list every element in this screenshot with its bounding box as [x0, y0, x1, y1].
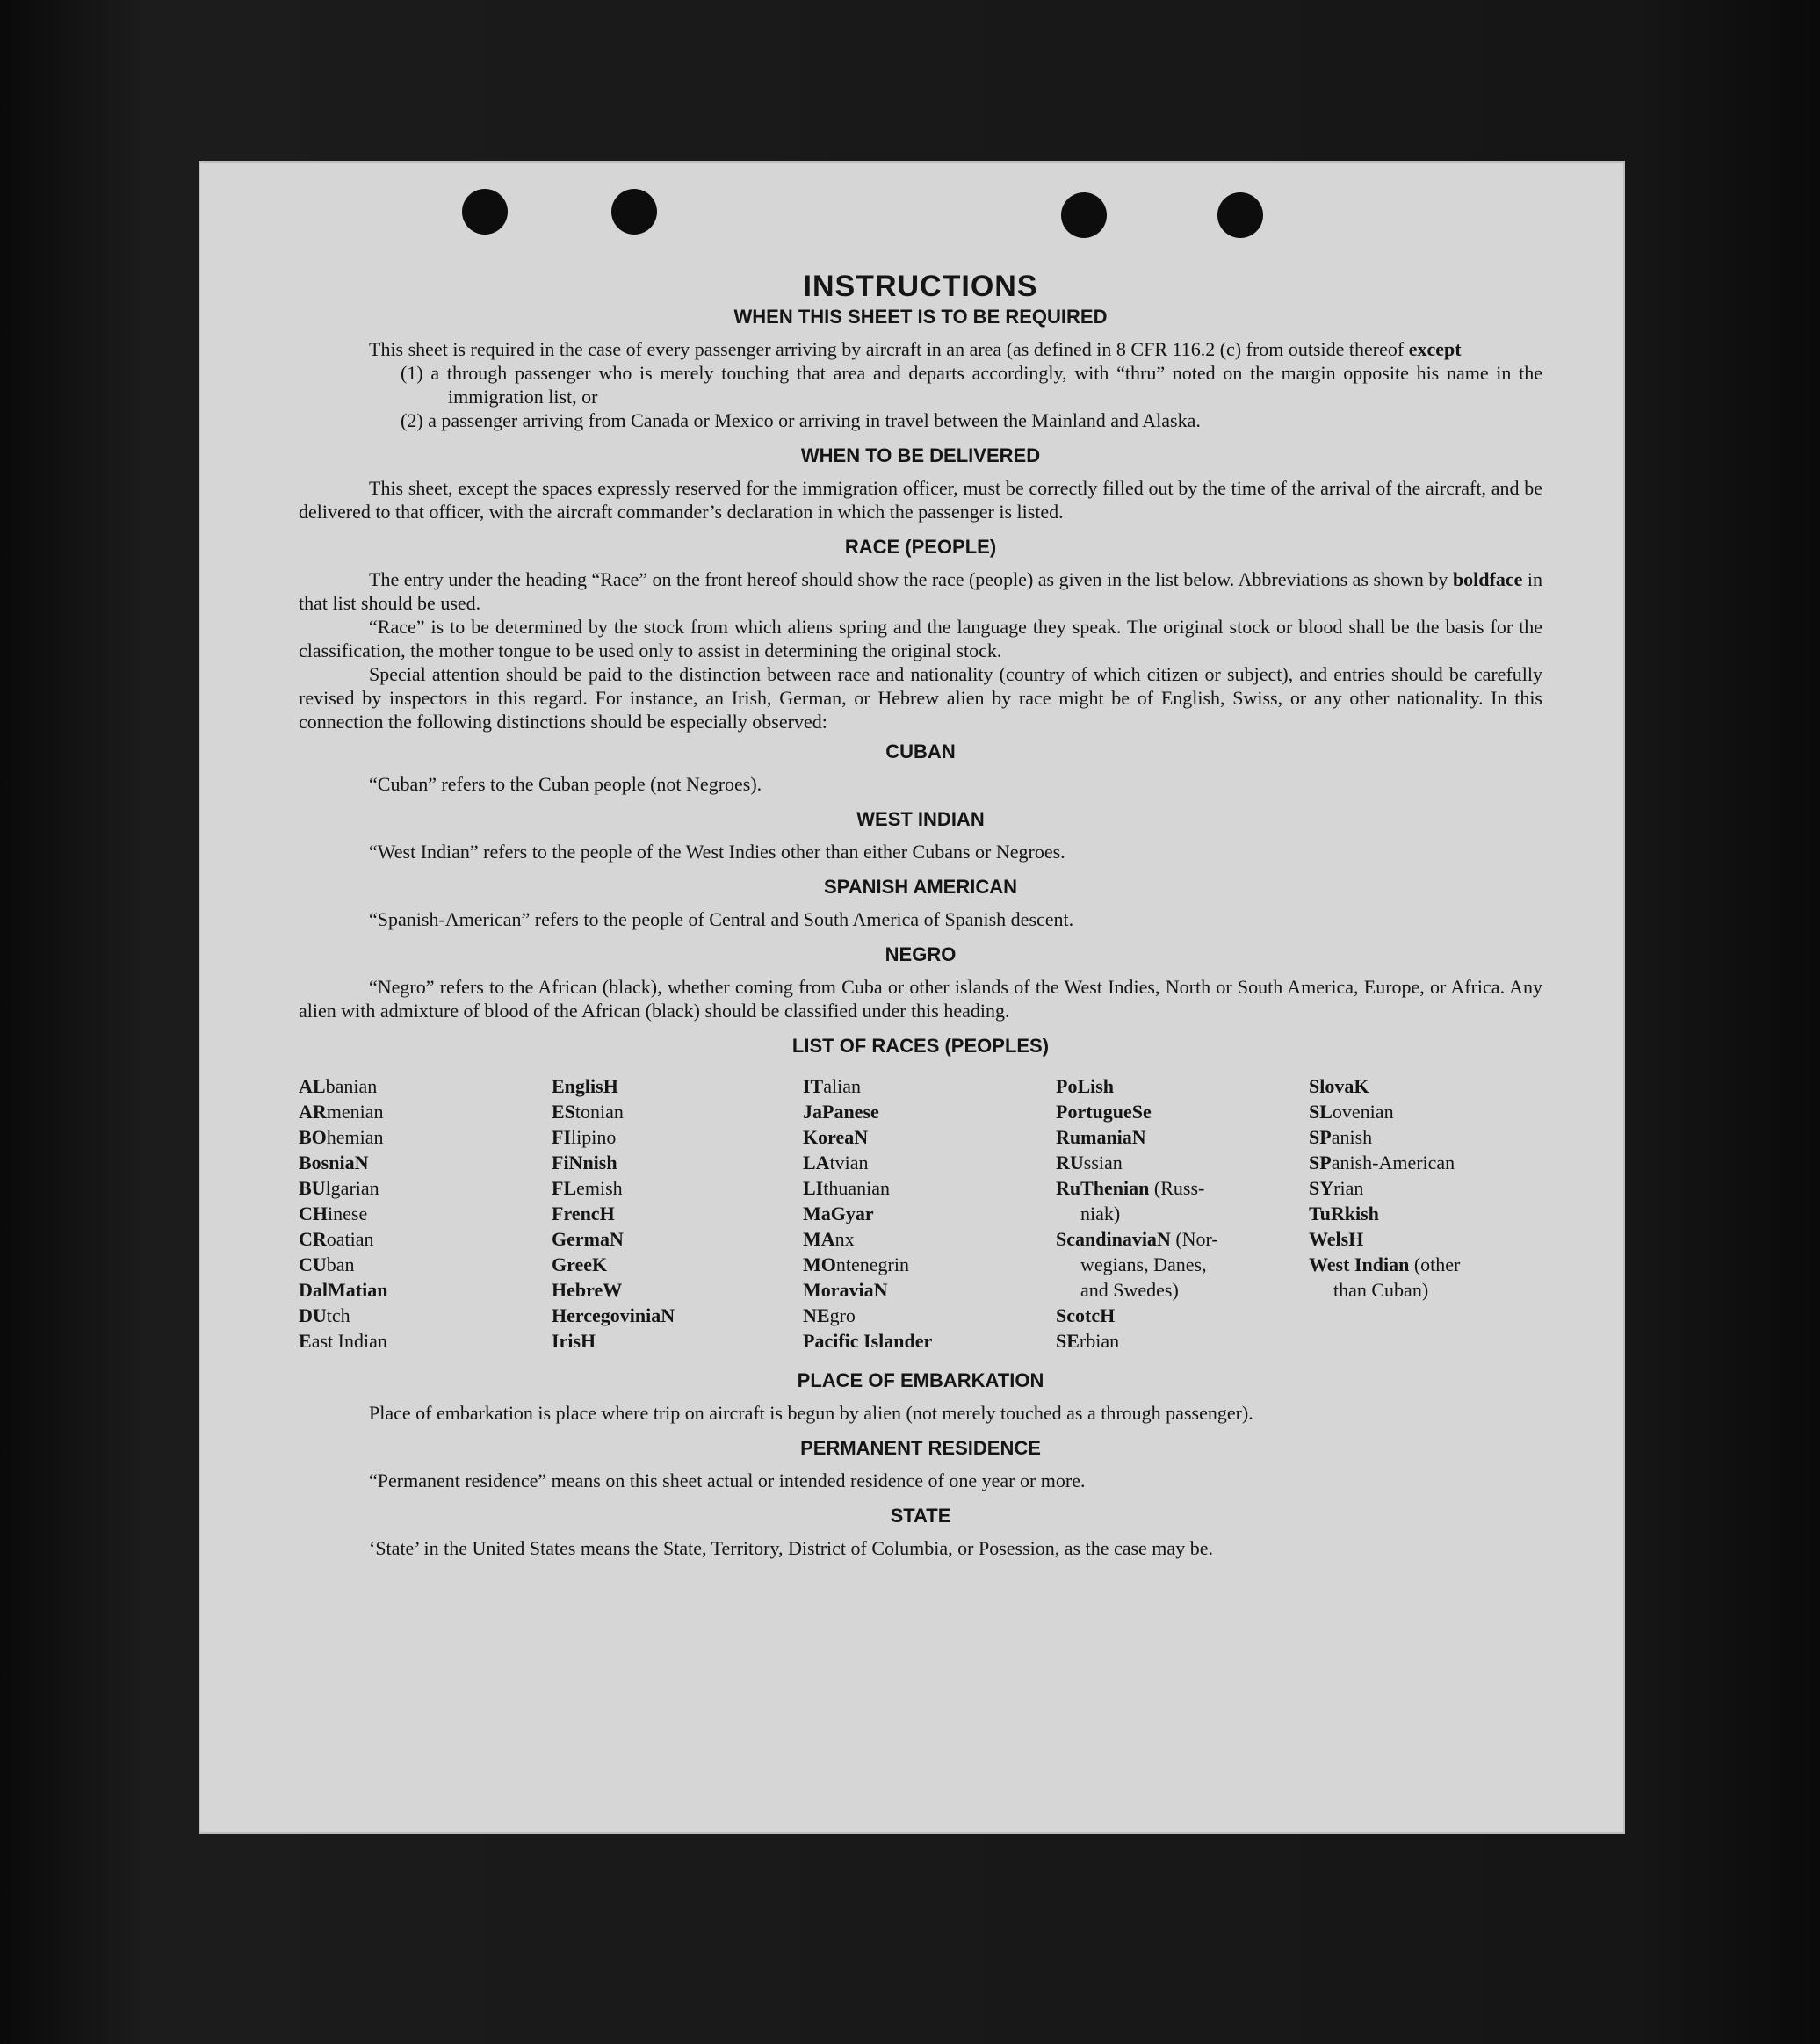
race-remainder: (other: [1409, 1253, 1461, 1275]
race-abbreviation: AR: [299, 1101, 327, 1123]
race-abbreviation: SE: [1056, 1330, 1080, 1352]
race-remainder: N: [854, 1126, 869, 1148]
race-remainder: inese: [328, 1203, 368, 1224]
heading-cuban: CUBAN: [885, 740, 956, 762]
heading-race: RACE (PEOPLE): [844, 536, 997, 558]
cuban-text: “Cuban” refers to the Cuban people (not Negroes).: [369, 773, 762, 795]
race-abbreviation: LI: [803, 1177, 824, 1199]
race-remainder: H: [581, 1330, 596, 1352]
race-remainder: wegians, Danes,: [1080, 1253, 1207, 1275]
race-abbreviation: Rumania: [1056, 1126, 1132, 1148]
race-abbreviation: Wels: [1309, 1228, 1349, 1250]
race-entry: [1056, 1303, 1309, 1328]
race-remainder: thuanian: [823, 1177, 891, 1199]
race-remainder: tch: [326, 1304, 350, 1326]
race-abbreviation: DU: [299, 1304, 327, 1326]
race-list: [299, 1073, 1542, 1354]
race-entry: [552, 1124, 803, 1150]
race-entry: [803, 1252, 1056, 1277]
race-abbreviation: AL: [299, 1075, 326, 1097]
race-entry: [299, 1277, 552, 1303]
race-abbreviation: JaPanese: [803, 1101, 879, 1123]
race-paragraph-1: The entry under the heading “Race” on the front hereof should show the race (people) as given in the list below. Abbreviations as shown by boldface in that list should be used.: [299, 568, 1543, 614]
race-abbreviation: CR: [299, 1228, 327, 1250]
race-abbreviation: FiNnish: [552, 1152, 618, 1174]
race-entry: [1309, 1124, 1542, 1150]
race-remainder: N: [1156, 1228, 1171, 1250]
race-abbreviation: Frenc: [552, 1203, 600, 1224]
embarkation-text: Place of embarkation is place where trip on aircraft is begun by alien (not merely touched as a through passenger).: [369, 1402, 1253, 1424]
race-column: [803, 1073, 1056, 1354]
race-remainder: ssian: [1083, 1152, 1123, 1174]
race-entry: [299, 1175, 552, 1201]
race-remainder: ast Indian: [311, 1330, 387, 1352]
race-entry: [803, 1303, 1056, 1328]
race-entry: [299, 1252, 552, 1277]
race-entry: [1309, 1150, 1542, 1175]
race-remainder: K: [1354, 1075, 1369, 1097]
race-entry: [803, 1099, 1056, 1124]
page-title: INSTRUCTIONS: [803, 270, 1038, 303]
race-paragraph-2: “Race” is to be determined by the stock from which aliens spring and the language they speak. The original stock or blood shall be the basis for the classification, the mother tongue to be used only to assist in determining the original stock.: [299, 616, 1542, 661]
race-remainder: H: [1348, 1228, 1364, 1250]
race-abbreviation: FL: [552, 1177, 577, 1199]
race-remainder: tonian: [574, 1101, 624, 1123]
race-abbreviation: Scandinavia: [1056, 1228, 1157, 1250]
race-entry: [552, 1201, 803, 1226]
race-remainder: and Swedes): [1080, 1279, 1179, 1301]
race-remainder: H: [599, 1203, 615, 1224]
race-entry: [299, 1124, 552, 1150]
heading-list-of-races: LIST OF RACES (PEOPLES): [791, 1035, 1050, 1057]
race-entry: [803, 1175, 1056, 1201]
race-abbreviation: MO: [803, 1253, 836, 1275]
race-entry: [1056, 1124, 1309, 1150]
race-paragraph-3: Special attention should be paid to the distinction between race and nationality (country of which citizen or subject), and entries should be carefully revised by inspectors in this regard. For instance, an Irish, German, or Hebrew alien by race might be of English, Swiss, or any other nationality. In this connection the following distinctions should be especially observed:: [299, 663, 1542, 733]
race-remainder: rbian: [1079, 1330, 1120, 1352]
race-entry: [552, 1175, 803, 1201]
punch-hole: [1061, 192, 1107, 238]
spanish-american-text: “Spanish-American” refers to the people of Central and South America of Spanish descent.: [369, 908, 1074, 930]
race-remainder: emish: [576, 1177, 623, 1199]
race-abbreviation: BU: [299, 1177, 326, 1199]
race-entry: [1056, 1150, 1309, 1175]
race-remainder: H: [603, 1075, 618, 1097]
race-abbreviation: MA: [803, 1228, 835, 1250]
race-entry: [299, 1226, 552, 1252]
race-entry: [1056, 1099, 1309, 1124]
race-remainder: ntenegrin: [835, 1253, 909, 1275]
heading-spanish-american: SPANISH AMERICAN: [823, 876, 1017, 898]
required-item-2: (2) a passenger arriving from Canada or Mexico or arriving in travel between the Mainland and Alaska.: [401, 409, 1201, 431]
race-remainder: H: [1100, 1304, 1116, 1326]
race-abbreviation: Slova: [1309, 1075, 1354, 1097]
race-abbreviation: West Indian: [1309, 1253, 1410, 1275]
race-abbreviation: SP: [1309, 1152, 1332, 1174]
race-abbreviation: ES: [552, 1101, 575, 1123]
punch-hole: [1217, 192, 1263, 238]
race-entry: [1056, 1201, 1309, 1226]
race-abbreviation: SL: [1309, 1101, 1332, 1123]
race-remainder: tvian: [829, 1152, 869, 1174]
race-entry: [1056, 1277, 1309, 1303]
race-column: [1309, 1073, 1542, 1354]
race-abbreviation: Scotc: [1056, 1304, 1101, 1326]
heading-west-indian: WEST INDIAN: [856, 808, 985, 830]
race-remainder: rian: [1333, 1177, 1364, 1199]
heading-required: WHEN THIS SHEET IS TO BE REQUIRED: [733, 306, 1108, 328]
race-remainder: W: [603, 1279, 623, 1301]
race-abbreviation: CH: [299, 1203, 328, 1224]
race-entry: [552, 1277, 803, 1303]
race-remainder: N: [609, 1228, 624, 1250]
race-entry: [1309, 1201, 1542, 1226]
race-remainder: K: [592, 1253, 608, 1275]
race-remainder: N: [354, 1152, 369, 1174]
state-text: ‘State’ in the United States means the State, Territory, District of Columbia, or Posession, as the case may be.: [369, 1537, 1213, 1559]
race-entry: [299, 1328, 552, 1354]
race-abbreviation: PoLish: [1056, 1075, 1115, 1097]
race-entry: [803, 1124, 1056, 1150]
race-column: [299, 1073, 552, 1354]
race-entry: [803, 1073, 1056, 1099]
race-remainder: lgarian: [325, 1177, 379, 1199]
race-abbreviation: BO: [299, 1126, 327, 1148]
race-entry: [1056, 1073, 1309, 1099]
race-column: [552, 1073, 803, 1354]
race-remainder: N: [661, 1304, 675, 1326]
race-remainder: anish: [1331, 1126, 1373, 1148]
race-entry: [1056, 1328, 1309, 1354]
race-entry: [1309, 1277, 1542, 1303]
heading-negro: NEGRO: [885, 943, 957, 965]
heading-delivered: WHEN TO BE DELIVERED: [800, 444, 1041, 466]
race-entry: [299, 1099, 552, 1124]
instructions-body: [299, 270, 1542, 1560]
race-entry: [552, 1150, 803, 1175]
race-abbreviation: IT: [803, 1075, 824, 1097]
heading-residence: PERMANENT RESIDENCE: [800, 1437, 1041, 1459]
race-abbreviation: Hercegovinia: [552, 1304, 661, 1326]
race-entry: [1056, 1175, 1309, 1201]
race-remainder: ovenian: [1332, 1101, 1394, 1123]
west-indian-text: “West Indian” refers to the people of the West Indies other than either Cubans or Negroes.: [369, 841, 1065, 863]
race-remainder: anish-American: [1331, 1152, 1455, 1174]
delivered-text: This sheet, except the spaces expressly reserved for the immigration officer, must be correctly filled out by the time of the arrival of the aircraft, and be delivered to that officer, with the aircraft commander’s declaration in which the passenger is listed.: [299, 477, 1542, 523]
race-remainder: niak): [1080, 1203, 1121, 1224]
race-abbreviation: NE: [803, 1304, 830, 1326]
race-remainder: N: [873, 1279, 888, 1301]
race-remainder: lipino: [571, 1126, 617, 1148]
race-entry: [299, 1201, 552, 1226]
race-abbreviation: CU: [299, 1253, 327, 1275]
race-abbreviation: Hebre: [552, 1279, 603, 1301]
race-abbreviation: SP: [1309, 1126, 1332, 1148]
race-remainder: oatian: [326, 1228, 374, 1250]
race-entry: [1309, 1073, 1542, 1099]
negro-text: “Negro” refers to the African (black), whether coming from Cuba or other islands of the West Indies, North or South America, Europe, or Africa. Any alien with admixture of blood of the African (black) should be classified under this heading.: [299, 976, 1542, 1022]
race-entry: [1309, 1252, 1542, 1277]
race-remainder: (Russ-: [1149, 1177, 1205, 1199]
race-abbreviation: Bosnia: [299, 1152, 355, 1174]
race-entry: [803, 1150, 1056, 1175]
race-remainder: N: [1131, 1126, 1146, 1148]
document-sheet: [199, 161, 1625, 1834]
race-entry: [803, 1277, 1056, 1303]
race-abbreviation: TuRkish: [1309, 1203, 1379, 1224]
race-remainder: menian: [326, 1101, 384, 1123]
race-entry: [1056, 1226, 1309, 1252]
race-abbreviation: Gree: [552, 1253, 593, 1275]
race-abbreviation: RU: [1056, 1152, 1084, 1174]
race-entry: [299, 1303, 552, 1328]
race-remainder: banian: [325, 1075, 378, 1097]
race-entry: [552, 1328, 803, 1354]
race-abbreviation: Englis: [552, 1075, 603, 1097]
race-abbreviation: Korea: [803, 1126, 855, 1148]
race-entry: [552, 1226, 803, 1252]
race-entry: [552, 1303, 803, 1328]
race-entry: [552, 1099, 803, 1124]
race-abbreviation: Pacific Islander: [803, 1330, 933, 1352]
race-entry: [299, 1073, 552, 1099]
race-abbreviation: RuThenian: [1056, 1177, 1150, 1199]
race-entry: [1056, 1252, 1309, 1277]
race-entry: [803, 1328, 1056, 1354]
punch-hole: [462, 189, 508, 235]
race-remainder: gro: [829, 1304, 856, 1326]
race-entry: [803, 1226, 1056, 1252]
race-abbreviation: MaGyar: [803, 1203, 874, 1224]
race-abbreviation: Moravia: [803, 1279, 874, 1301]
race-remainder: alian: [823, 1075, 862, 1097]
race-entry: [552, 1252, 803, 1277]
race-suffix: (Nor-: [1170, 1228, 1218, 1250]
race-abbreviation: PortugueSe: [1056, 1101, 1152, 1123]
race-remainder: ban: [326, 1253, 355, 1275]
race-abbreviation: DalMatian: [299, 1279, 388, 1301]
residence-text: “Permanent residence” means on this sheet actual or intended residence of one year or more.: [369, 1470, 1086, 1491]
race-remainder: hemian: [326, 1126, 384, 1148]
race-entry: [1309, 1175, 1542, 1201]
race-remainder: than Cuban): [1333, 1279, 1429, 1301]
race-abbreviation: LA: [803, 1152, 830, 1174]
race-entry: [299, 1150, 552, 1175]
race-abbreviation: Iris: [552, 1330, 581, 1352]
race-abbreviation: FI: [552, 1126, 571, 1148]
punch-hole: [611, 189, 657, 235]
race-abbreviation: Germa: [552, 1228, 610, 1250]
heading-state: STATE: [890, 1505, 951, 1527]
race-entry: [1309, 1099, 1542, 1124]
heading-embarkation: PLACE OF EMBARKATION: [797, 1369, 1044, 1391]
required-intro: This sheet is required in the case of every passenger arriving by aircraft in an area (as defined in 8 CFR 116.2 (c) from outside thereof except: [369, 338, 1462, 360]
race-abbreviation: SY: [1309, 1177, 1334, 1199]
race-abbreviation: E: [299, 1330, 312, 1352]
race-column: [1056, 1073, 1309, 1354]
race-entry: [1309, 1226, 1542, 1252]
required-item-1: (1) a through passenger who is merely touching that area and departs accordingly, with “thru” noted on the margin opposite his name in the immigration list, or: [401, 362, 1542, 408]
race-remainder: nx: [834, 1228, 855, 1250]
race-entry: [803, 1201, 1056, 1226]
race-entry: [552, 1073, 803, 1099]
